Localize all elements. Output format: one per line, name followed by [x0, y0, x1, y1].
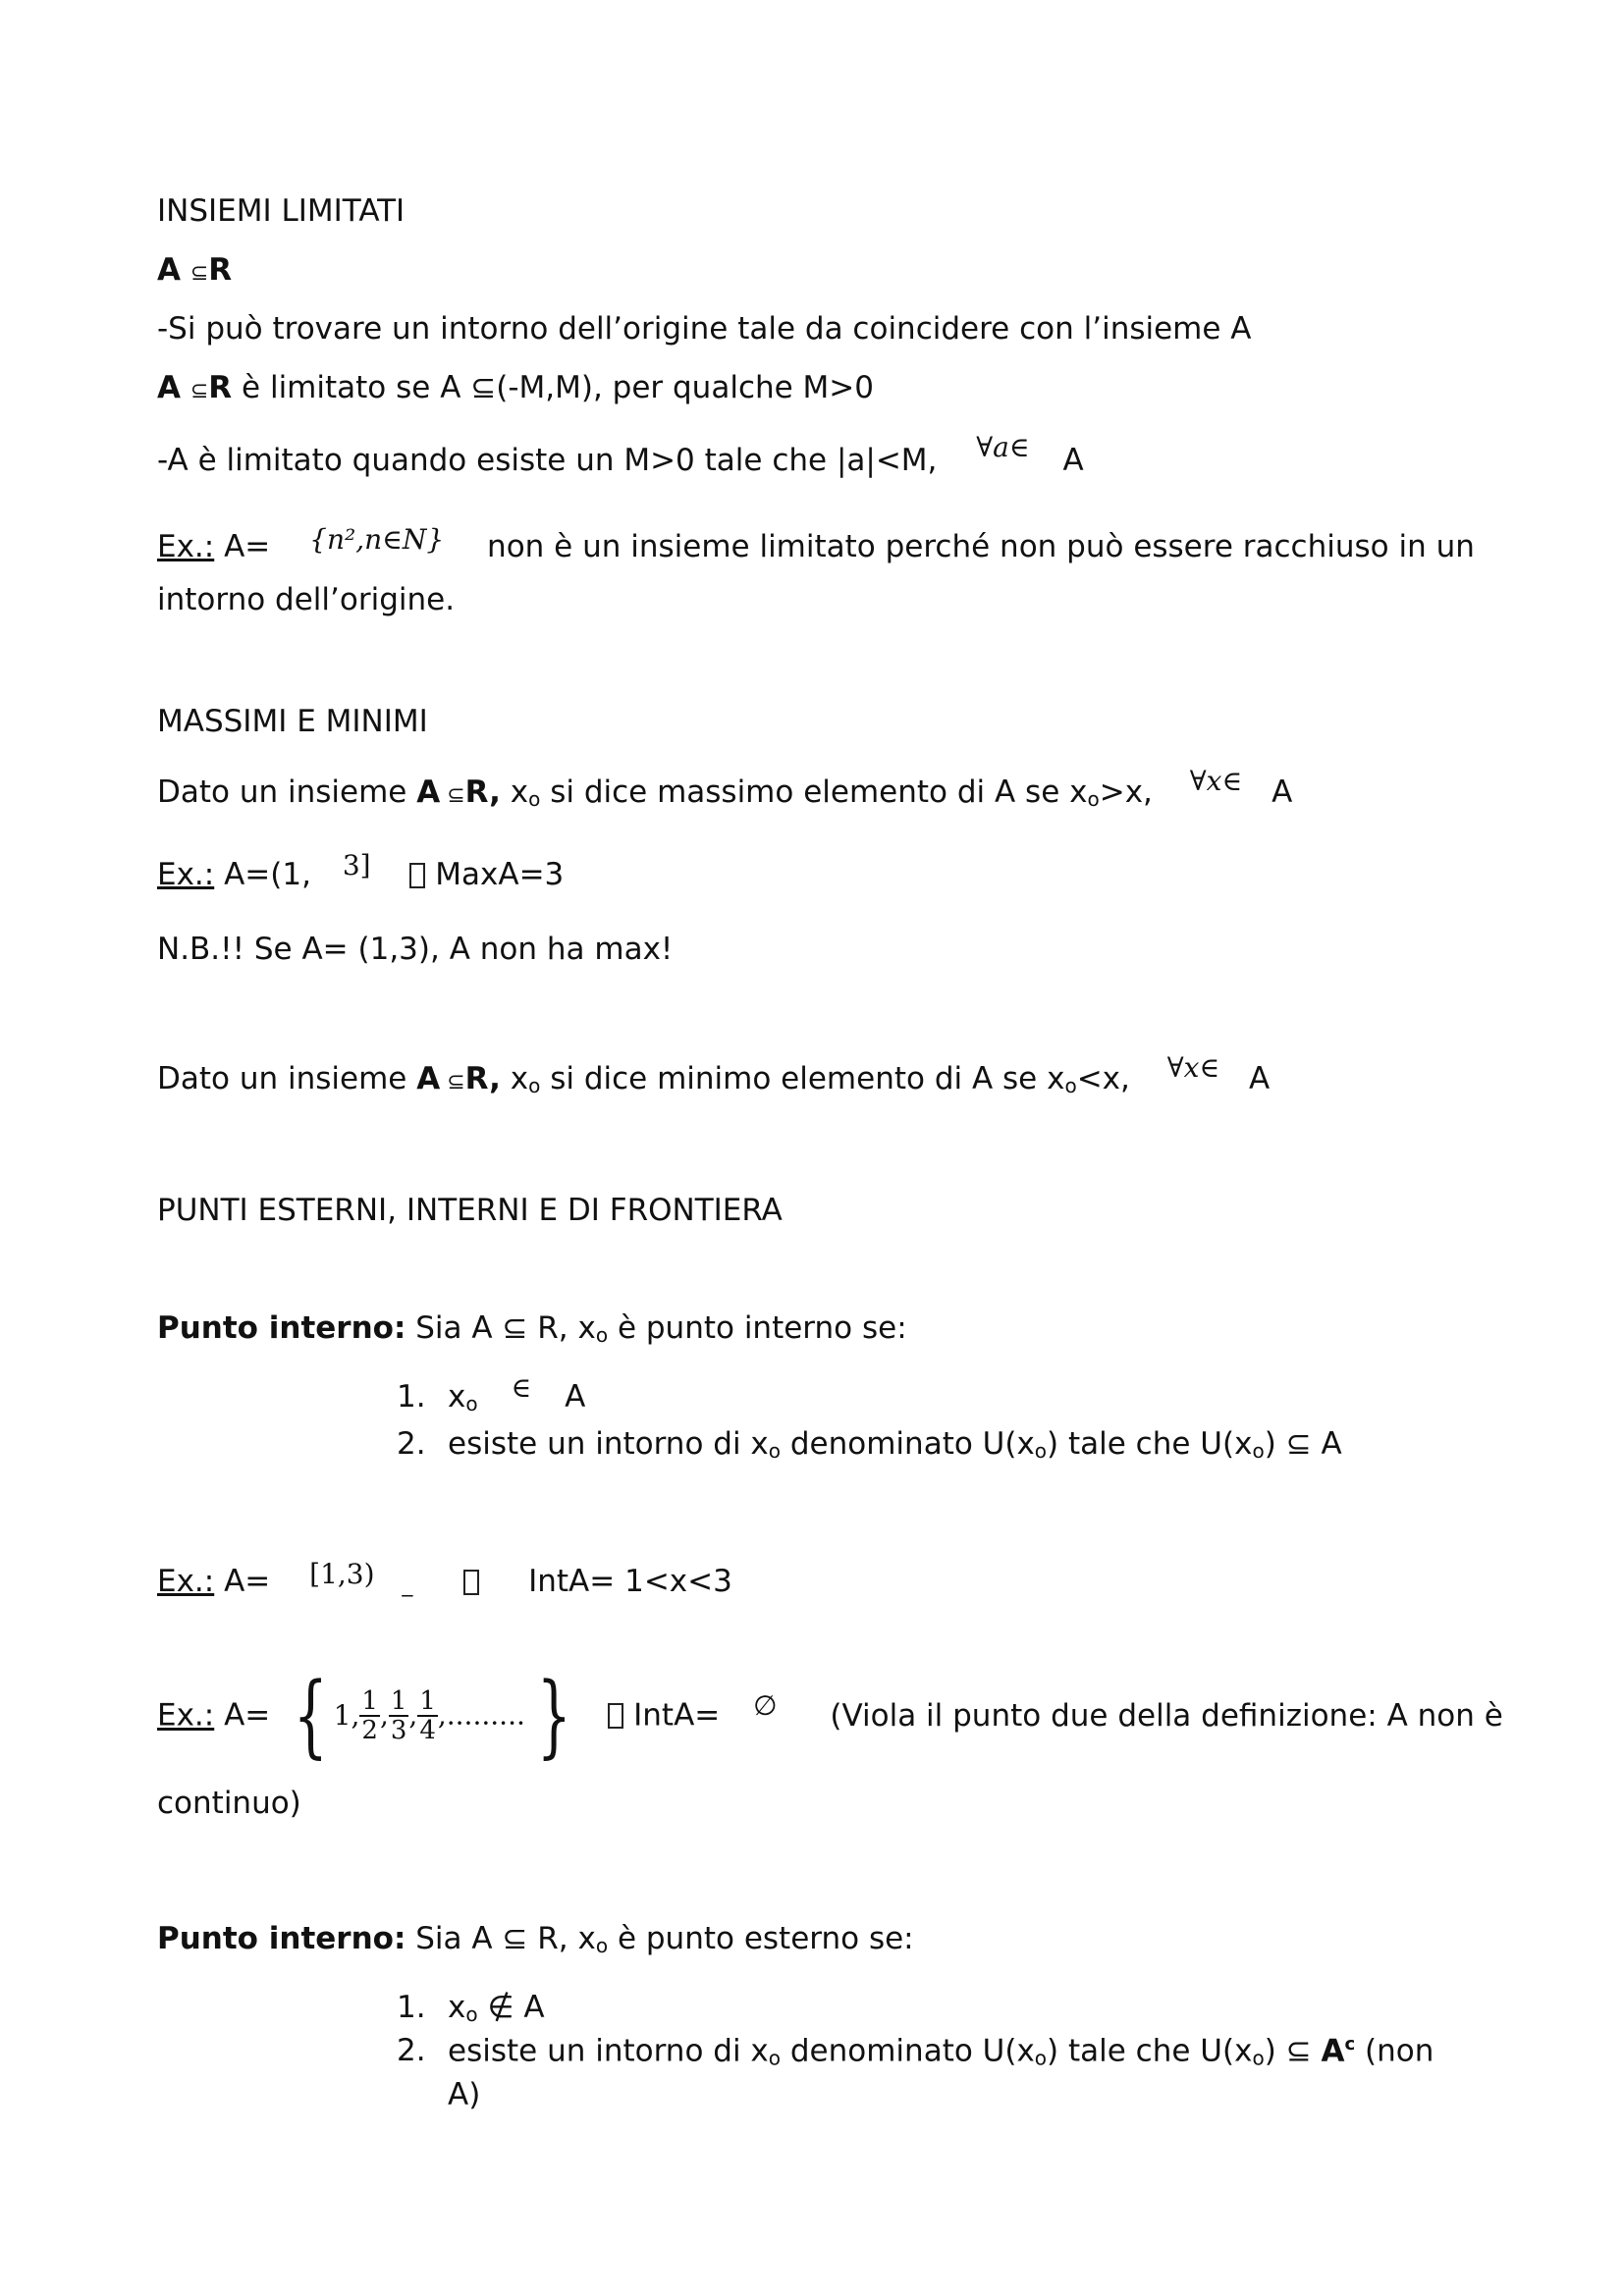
min-forall: ∀x∈: [1166, 1051, 1220, 1084]
ex-label: Ex.:: [157, 529, 215, 564]
interno-item-2: [397, 1425, 1342, 1469]
max-ex-label: Ex.:: [157, 857, 215, 892]
ext-item-num-2: 2.: [397, 2033, 426, 2069]
complement-a: A: [1321, 2033, 1345, 2069]
max-forall: ∀x∈: [1189, 765, 1243, 797]
max-ex-a: A=(1,: [214, 857, 311, 892]
item-x0-b: o: [1034, 1439, 1048, 1463]
set-r: R: [208, 252, 233, 288]
punto-interno-label: Punto interno:: [157, 1310, 406, 1346]
ext-item-x: x: [448, 1990, 466, 2025]
def-set-r: R: [208, 370, 233, 405]
ext-item-text4: ) ⊆: [1264, 2033, 1322, 2069]
min-subset: ⊆: [440, 1070, 465, 1095]
intorno-line: -Si può trovare un intorno dell’origine tale da coincidere con l’insieme A: [157, 311, 1252, 347]
ex2-a: A=: [214, 1697, 271, 1734]
punto-esterno-label: Punto interno:: [157, 1921, 406, 1956]
item-text3: ) tale che U(x: [1047, 1426, 1253, 1462]
punto-interno-text: Sia A ⊆ R, x: [406, 1310, 596, 1346]
ext-item-x0-b: o: [1034, 2046, 1048, 2070]
punto-interno-def: [157, 1309, 907, 1354]
ext-item-cont: A): [448, 2077, 481, 2113]
def-rest: è limitato se A ⊆(-M,M), per qualche M>0: [232, 370, 875, 405]
example-1: [157, 523, 1475, 566]
item-x0: o: [465, 1392, 478, 1415]
frac-quarter: [417, 1687, 438, 1744]
item-a: A: [565, 1379, 586, 1415]
element-of-icon: ∈: [511, 1371, 532, 1404]
implies-box-icon: [608, 1703, 623, 1729]
punto-esterno-text: Sia A ⊆ R, x: [406, 1921, 596, 1956]
a-subset-r: [157, 251, 232, 293]
item-num-2: 2.: [397, 1426, 426, 1462]
ex2-result: IntA=: [633, 1697, 721, 1734]
max-rest: si dice massimo elemento di A se x: [540, 774, 1088, 810]
limitato-def: [157, 369, 874, 410]
ex2-note: (Viola il punto due della definizione: A non è: [830, 1697, 1503, 1734]
ext-item-text: esiste un intorno di x: [448, 2033, 769, 2069]
limitato-text: -A è limitato quando esiste un M>0 tale che |a|<M,: [157, 443, 938, 478]
ex1-label: Ex.:: [157, 1564, 215, 1599]
min-rest: si dice minimo elemento di A se x: [540, 1061, 1065, 1096]
max-subset: ⊆: [440, 783, 465, 808]
item-x: x: [448, 1379, 466, 1415]
min-set-a: A: [1249, 1061, 1271, 1096]
min-end: <x,: [1076, 1061, 1130, 1096]
item-num: 1.: [397, 1379, 426, 1415]
max-ex-three: 3]: [342, 849, 371, 881]
limitato-quando: [157, 431, 1084, 480]
ext-item-text5: (non: [1355, 2033, 1434, 2069]
ext-item-x0-a: o: [768, 2046, 782, 2070]
def-subset: ⊆: [189, 379, 209, 403]
frac-third-num: 1: [390, 1685, 407, 1716]
max-a: A: [416, 774, 441, 810]
ext-item-rest: ∉ A: [477, 1990, 545, 2025]
punto-interno-end: è punto interno se:: [608, 1310, 907, 1346]
ext-item-x0: o: [465, 2002, 478, 2026]
right-brace-icon: }: [536, 1662, 571, 1768]
min-def: [157, 1051, 1271, 1104]
set-a: A: [157, 252, 181, 288]
max-example: [157, 849, 565, 894]
max-x0b: o: [1087, 787, 1100, 811]
max-def: [157, 765, 1293, 818]
ex2-label: Ex.:: [157, 1697, 215, 1734]
min-pre: Dato un insieme: [157, 1061, 417, 1096]
subset-symbol: ⊆: [189, 261, 209, 286]
ex-a: A=: [214, 529, 271, 564]
esterno-item-2: [397, 2026, 1434, 2113]
nb-note: N.B.!! Se A= (1,3), A non ha max!: [157, 932, 674, 967]
item-x0-a: o: [768, 1439, 782, 1463]
frac-half-den: 2: [361, 1715, 378, 1745]
ex-text: non è un insieme limitato perché non può essere racchiuso in un: [487, 529, 1475, 564]
max-set-a: A: [1271, 774, 1293, 810]
interno-example-1: [157, 1558, 732, 1604]
frac-third-den: 3: [390, 1715, 407, 1745]
def-set-a: A: [157, 370, 181, 405]
set-n-squared: {n²,n∈N}: [309, 523, 445, 556]
ex2-one: 1,: [333, 1698, 360, 1732]
punto-interno-x0: o: [595, 1323, 609, 1347]
frac-quarter-den: 4: [419, 1715, 436, 1745]
ext-item-text2: denominato U(x: [781, 2033, 1035, 2069]
ex2-note-cont: continuo): [157, 1786, 301, 1821]
set-a-end: A: [1062, 443, 1084, 478]
item-x0-c: o: [1252, 1439, 1265, 1463]
min-x0b: o: [1064, 1074, 1077, 1097]
heading-insiemi-limitati: INSIEMI LIMITATI: [157, 193, 406, 229]
left-brace-icon: {: [293, 1662, 328, 1768]
min-x0: o: [528, 1074, 541, 1097]
forall-a-in: ∀a∈: [976, 431, 1030, 463]
punto-esterno-def: [157, 1920, 914, 1964]
empty-set-icon: ∅: [753, 1688, 778, 1722]
item-text2: denominato U(x: [781, 1426, 1035, 1462]
min-x: x: [500, 1061, 529, 1096]
frac-quarter-num: 1: [419, 1685, 436, 1716]
implies-box-icon: [409, 863, 425, 888]
ext-item-text3: ) tale che U(x: [1047, 2033, 1253, 2069]
max-r: R,: [464, 774, 501, 810]
max-result: MaxA=3: [435, 857, 565, 892]
complement-c: c: [1344, 2034, 1356, 2055]
max-x: x: [500, 774, 529, 810]
ex2-dots: ,.........: [437, 1698, 525, 1732]
ext-item-x0-c: o: [1252, 2046, 1265, 2070]
frac-half-num: 1: [361, 1685, 378, 1716]
frac-half: [359, 1687, 380, 1744]
interno-item-1: [397, 1371, 586, 1422]
ex1-set: [1,3): [309, 1558, 375, 1590]
interno-example-2: Ex.: A= { 1, $\frac{1}{2}$ , $\frac{1}{3}$ , $\frac{1}{4}$ ,......... } IntA= ∅ (Viola il punto due della definizione: A non è: [157, 1662, 1503, 1768]
max-x0: o: [528, 787, 541, 811]
max-end: >x,: [1099, 774, 1153, 810]
heading-massimi-minimi: MASSIMI E MINIMI: [157, 704, 428, 739]
item-text4: ) ⊆ A: [1264, 1426, 1342, 1462]
punto-esterno-end: è punto esterno se:: [608, 1921, 914, 1956]
max-pre: Dato un insieme: [157, 774, 417, 810]
min-a: A: [416, 1061, 441, 1096]
example-1-cont: intorno dell’origine.: [157, 582, 456, 617]
min-r: R,: [464, 1061, 501, 1096]
ext-item-num: 1.: [397, 1990, 426, 2025]
ex1-result: IntA= 1<x<3: [528, 1564, 732, 1599]
frac-third: [389, 1687, 409, 1744]
ex1-dash: _: [402, 1573, 413, 1597]
item-text: esiste un intorno di x: [448, 1426, 769, 1462]
implies-box-icon: [463, 1570, 479, 1595]
punto-esterno-x0: o: [595, 1934, 609, 1957]
heading-punti: PUNTI ESTERNI, INTERNI E DI FRONTIERA: [157, 1193, 783, 1228]
ex1-a: A=: [214, 1564, 271, 1599]
